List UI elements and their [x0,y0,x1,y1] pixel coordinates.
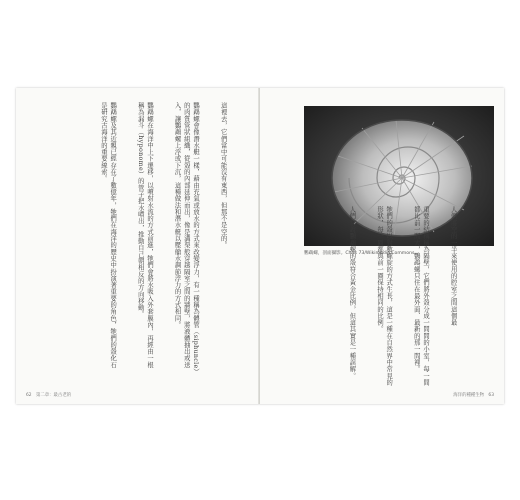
right-page-text [276,206,476,386]
left-paragraph: 這裡去，它們當中可能沒有東西，但那不是空的。 [219,102,227,249]
right-paragraph: 人們常說鸚鵡螺的殼符合黃金比例，但這其實是一種誤解。 [348,206,356,379]
book-spread [16,88,504,404]
left-paragraph: 鸚鵡螺在海洋中上下遷移，以噴射水流的方式前進，牠們會將水吸入外套膜內，再經由一根稱為漏斗（hyponome）的管子把水噴出，推動自己朝相反的方向移動。 [136,102,153,368]
left-paragraph: 鸚鵡螺及其近親已經存在了數億年，牠們在海洋的歷史中扮演著重要的角色，牠們的殼化石是研究古海洋的重要線索。 [99,102,117,368]
right-paragraph: 牠們的殼以對數螺旋的方式生長，這是一種在自然界中常見的形狀，每一圈都與前一圈保持相同的比例。 [375,206,393,386]
left-page-text [26,102,246,374]
right-page-number: 海洋的種種生物 63 [453,393,494,398]
photo-caption: 鸚鵡螺，剖面攝影。Chris 73/Wikimedia Commons。 [304,251,419,256]
left-paragraph: 鸚鵡螺會像潛水艇一樣，藉由充氣或放水的方式來改變浮力，有一種稱為體管（siphuncle）的肉質管狀組織，從殼的內部延伸而出，像是溝渠般穿越隔室之間的牆壁，將液體抽出或送入，讓鸚鵡螺上浮或下沉，這種做法和潛水艇以壓艙水調節浮力的方式相同。 [173,102,199,373]
right-page [260,88,504,404]
left-page [16,88,260,404]
left-page-number: 62 第二章：最古老的 [26,393,72,398]
right-paragraph: 人們將空的一半來使用的腔室之間這個最 [449,206,457,326]
right-paragraph: 重要的結構稱為隔壁，它們將外殼分成一間間的小室，每一間都比前一間大，鸚鵡螺只住在最外面、最新的那一間裡。 [412,206,429,386]
